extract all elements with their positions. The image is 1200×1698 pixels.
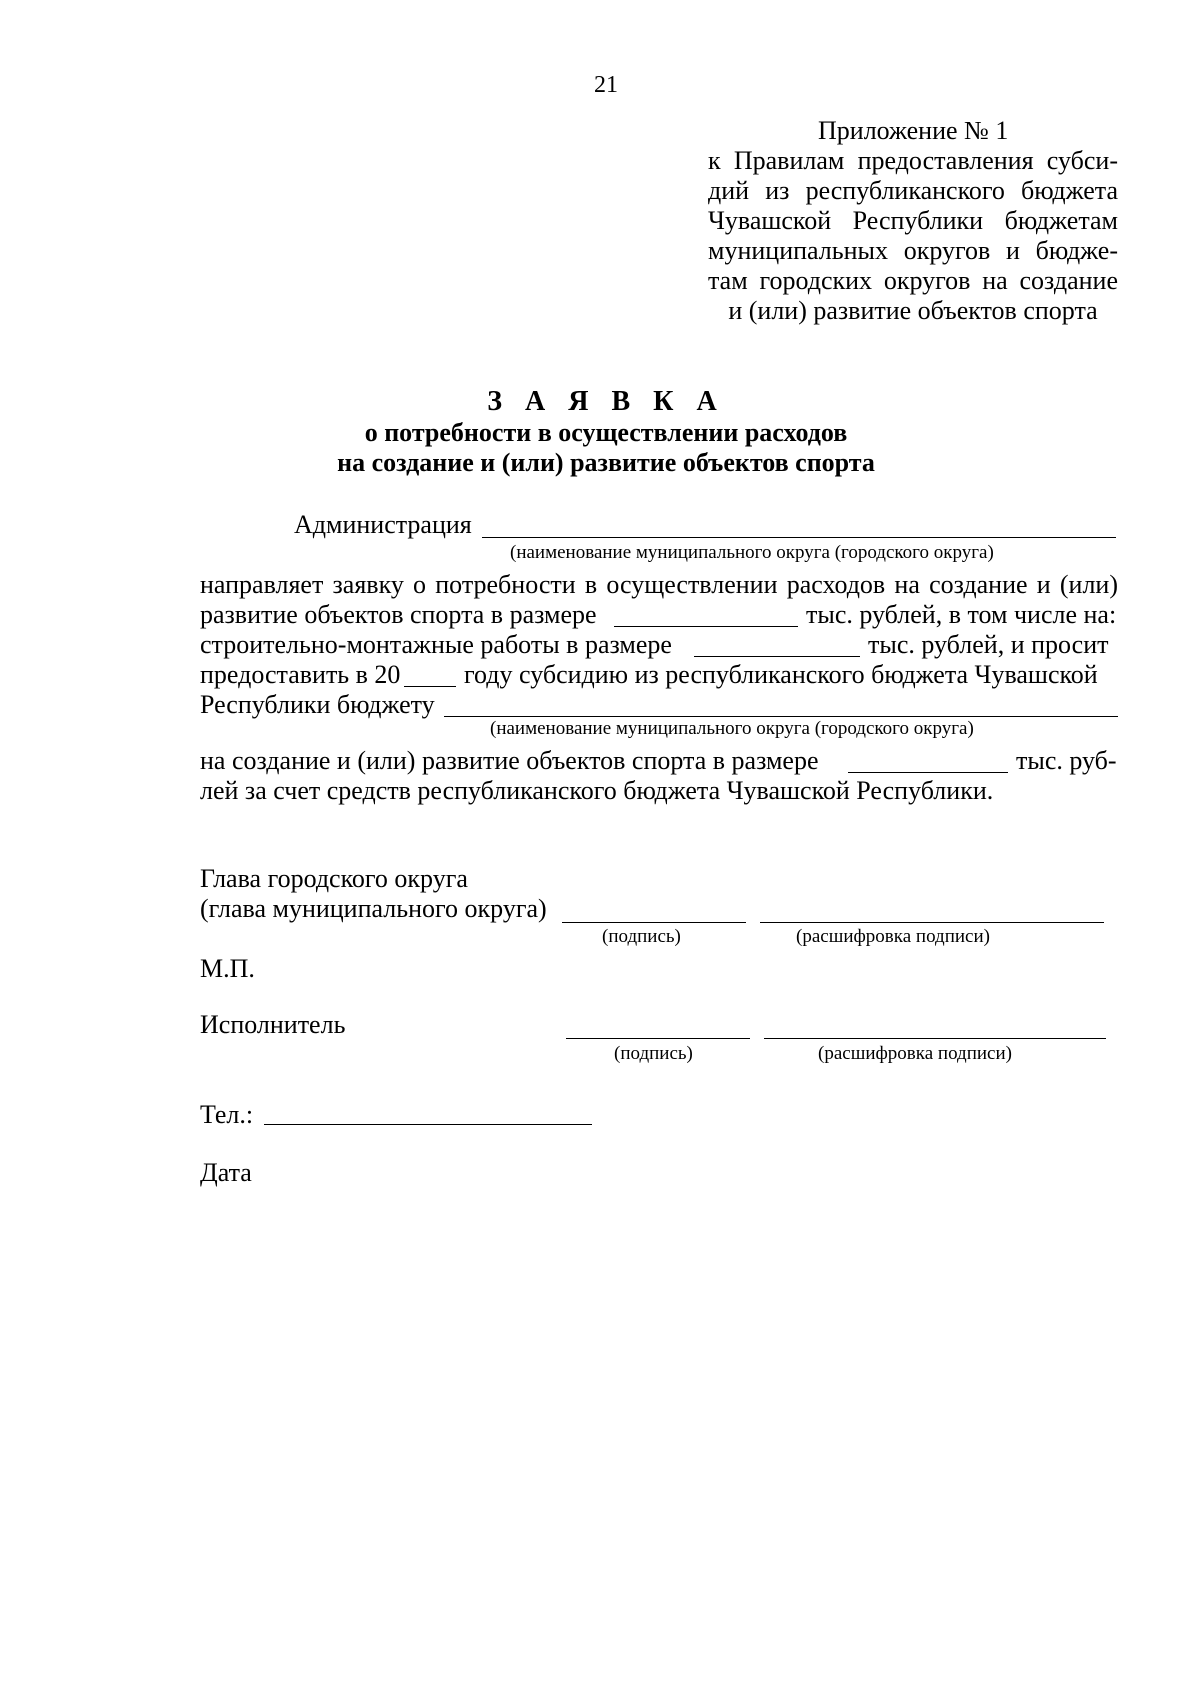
head-label: (глава муниципального округа)	[200, 894, 547, 923]
construction-amount-blank[interactable]	[694, 656, 860, 657]
executor-signature-blank[interactable]	[566, 1038, 750, 1039]
paragraph-line: тыс. руб-	[1016, 746, 1117, 775]
phone-blank[interactable]	[264, 1124, 592, 1125]
paragraph-line: направляет заявку о потребности в осуществлении расходов на создание и (или)	[200, 570, 1118, 599]
total-amount-blank[interactable]	[614, 626, 798, 627]
executor-decoding-blank[interactable]	[764, 1038, 1106, 1039]
phone-label: Тел.:	[200, 1100, 254, 1129]
signature-caption: (подпись)	[602, 926, 681, 947]
document-title: З А Я В К А	[487, 386, 725, 417]
appendix-title: Приложение № 1	[818, 116, 1009, 145]
appendix-line: к Правилам предоставления субси-	[708, 146, 1118, 175]
year-blank[interactable]	[404, 686, 456, 687]
head-decoding-blank[interactable]	[760, 922, 1104, 923]
signature-caption: (подпись)	[614, 1043, 693, 1064]
budget-name-blank[interactable]	[444, 716, 1118, 717]
page-number: 21	[594, 72, 618, 98]
paragraph-line: Республики бюджету	[200, 690, 435, 719]
stamp-label: М.П.	[200, 954, 255, 983]
paragraph-line: лей за счет средств республиканского бюджета Чувашской Республики.	[200, 776, 994, 805]
administration-name-blank[interactable]	[482, 537, 1116, 538]
date-label: Дата	[200, 1158, 252, 1187]
paragraph-line: строительно-монтажные работы в размере	[200, 630, 672, 659]
subsidy-amount-blank[interactable]	[848, 772, 1008, 773]
decoding-caption: (расшифровка подписи)	[818, 1043, 1012, 1064]
decoding-caption: (расшифровка подписи)	[796, 926, 990, 947]
paragraph-line: году субсидию из республиканского бюджета Чувашской	[464, 660, 1098, 689]
appendix-line: там городских округов на создание	[708, 266, 1118, 295]
appendix-text	[708, 146, 1118, 326]
head-label: Глава городского округа	[200, 864, 468, 893]
head-signature-blank[interactable]	[562, 922, 746, 923]
paragraph-line: развитие объектов спорта в размере	[200, 600, 597, 629]
appendix-line: дий из республиканского бюджета	[708, 176, 1118, 205]
document-subtitle: на создание и (или) развитие объектов спорта	[337, 448, 875, 477]
paragraph-line: тыс. рублей, в том числе на:	[806, 600, 1117, 629]
paragraph-line: тыс. рублей, и просит	[868, 630, 1109, 659]
appendix-line: и (или) развитие объектов спорта	[728, 296, 1098, 325]
paragraph-line: на создание и (или) развитие объектов спорта в размере	[200, 746, 819, 775]
administration-caption: (наименование муниципального округа (городского округа)	[510, 542, 994, 563]
appendix-line: муниципальных округов и бюдже-	[708, 236, 1118, 265]
executor-label: Исполнитель	[200, 1010, 346, 1039]
paragraph-line: предоставить в 20	[200, 660, 401, 689]
document-subtitle: о потребности в осуществлении расходов	[364, 418, 848, 447]
administration-label: Администрация	[294, 510, 472, 539]
budget-caption: (наименование муниципального округа (городского округа)	[490, 718, 974, 739]
appendix-line: Чувашской Республики бюджетам	[708, 206, 1118, 235]
